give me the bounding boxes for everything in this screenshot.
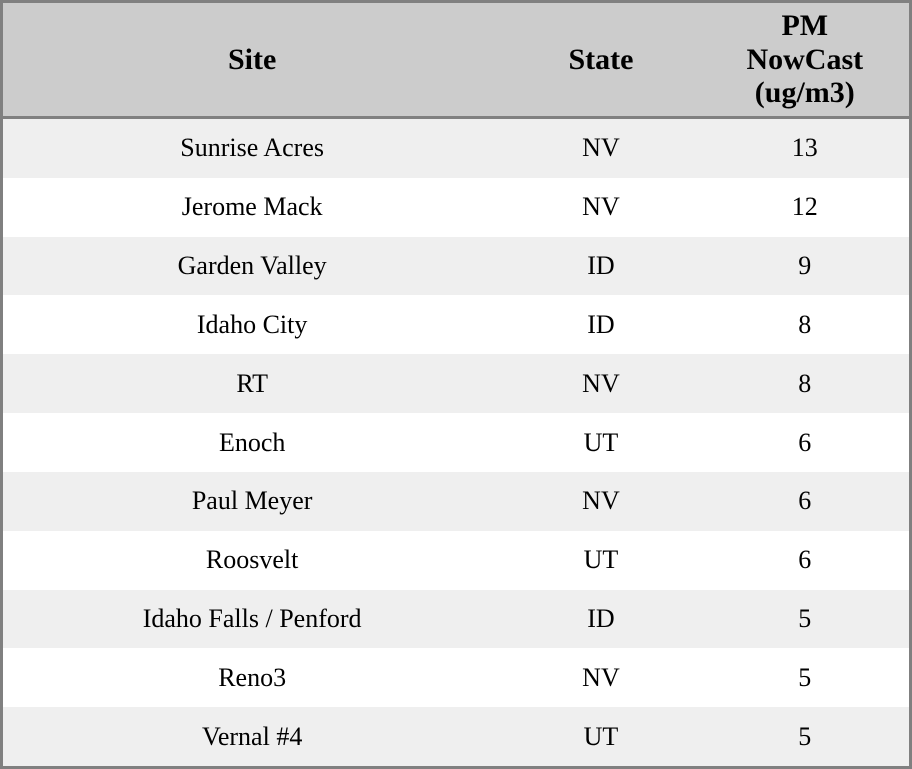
table-row — [3, 237, 909, 296]
column-header-pm-nowcast-line2: NowCast — [746, 42, 864, 76]
table-row — [3, 590, 909, 649]
table-row — [3, 413, 909, 472]
cell-value: 13 — [791, 133, 818, 163]
cell-state: NV — [582, 192, 620, 222]
table-row — [3, 295, 909, 354]
table-row — [3, 707, 909, 766]
table-row — [3, 354, 909, 413]
table-row — [3, 117, 909, 178]
cell-state: NV — [582, 133, 620, 163]
cell-site: Enoch — [218, 427, 286, 457]
cell-value: 8 — [798, 368, 812, 398]
table-row — [3, 648, 909, 707]
cell-site: Jerome Mack — [181, 192, 323, 222]
cell-state: NV — [582, 486, 620, 516]
cell-site: Idaho City — [196, 309, 308, 339]
column-header-state: State — [501, 3, 700, 117]
cell-site: RT — [236, 368, 268, 398]
cell-site: Reno3 — [218, 662, 287, 692]
column-header-pm-nowcast — [701, 3, 909, 117]
cell-site: Sunrise Acres — [180, 133, 324, 163]
cell-state: NV — [582, 662, 620, 692]
cell-state: ID — [587, 603, 615, 633]
cell-site: Paul Meyer — [191, 486, 313, 516]
cell-value: 5 — [798, 603, 812, 633]
cell-value: 6 — [798, 545, 812, 575]
cell-state: UT — [583, 545, 619, 575]
cell-site: Roosvelt — [205, 545, 299, 575]
column-header-pm-nowcast-line1: PM — [781, 9, 829, 42]
cell-state: NV — [582, 368, 620, 398]
column-header-pm-nowcast-line3: (ug/m3) — [754, 76, 855, 110]
cell-state: ID — [587, 251, 615, 281]
column-header-site: Site — [3, 3, 501, 117]
table-row — [3, 531, 909, 590]
aqi-table — [3, 3, 909, 766]
cell-site: Vernal #4 — [201, 721, 303, 751]
table-header — [3, 3, 909, 117]
cell-state: UT — [583, 721, 619, 751]
cell-value: 5 — [798, 662, 812, 692]
cell-site: Garden Valley — [177, 251, 327, 281]
cell-state: UT — [583, 427, 619, 457]
table-body — [3, 117, 909, 766]
table-row — [3, 178, 909, 237]
table-header-row — [3, 3, 909, 117]
cell-value: 6 — [798, 427, 812, 457]
cell-value: 8 — [798, 309, 812, 339]
cell-value: 12 — [791, 192, 818, 222]
table-row — [3, 472, 909, 531]
cell-value: 5 — [798, 721, 812, 751]
cell-value: 9 — [798, 251, 812, 281]
cell-site: Idaho Falls / Penford — [142, 603, 362, 633]
cell-state: ID — [587, 309, 615, 339]
cell-value: 6 — [798, 486, 812, 516]
